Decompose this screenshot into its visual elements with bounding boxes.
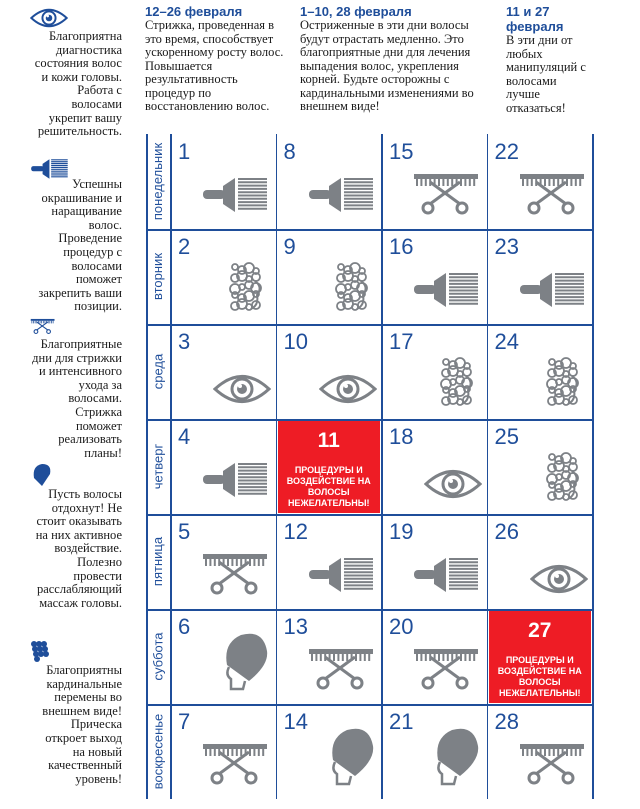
day-number: 19	[389, 519, 414, 544]
calendar-day	[172, 231, 275, 320]
curly-icon	[436, 356, 482, 411]
calendar-day	[278, 136, 381, 225]
scissors-icon	[307, 645, 377, 696]
calendar-day	[383, 421, 486, 510]
warning-text: ПРОЦЕДУРЫ И ВОЗДЕЙСТВИЕ НА ВОЛОСЫ НЕЖЕЛАТЕЛЬНЫ!	[497, 655, 582, 698]
calendar-day	[278, 326, 381, 415]
scissors-icon	[412, 170, 482, 221]
day-number: 1	[178, 139, 191, 164]
calendar-day	[489, 231, 592, 320]
head-icon	[213, 631, 271, 696]
day-number: 21	[389, 709, 414, 734]
eye-icon	[319, 372, 377, 411]
period-title: 1–10, 28 февраля	[300, 4, 412, 19]
day-number: 13	[283, 614, 308, 639]
eye-icon	[530, 562, 588, 601]
day-number: 10	[283, 329, 308, 354]
curly-icon	[542, 451, 588, 506]
comb-icon	[412, 554, 482, 601]
weekday-label: среда	[150, 353, 166, 390]
period-description: В эти дни от любых манипуляций с волосами лучше отказаться!	[506, 33, 586, 115]
legend-text: Благоприятны кардинальные перемены во внешнем виде! Прическа откроет выход на новый качественный уровень!	[42, 663, 122, 786]
weekday-label: вторник	[150, 252, 166, 301]
calendar-day	[383, 516, 486, 605]
day-number: 25	[494, 424, 519, 449]
scissors-icon	[201, 550, 271, 601]
calendar-day	[383, 231, 486, 320]
day-number: 17	[389, 329, 414, 354]
legend-text: Благоприятные дни для стрижки и интенсивного ухода за волосами. Стрижка поможет реализовать планы!	[32, 337, 122, 460]
day-number: 3	[178, 329, 191, 354]
period-description: Стрижка, проведенная в это время, способствует ускоренному росту волос. Повышается результативность процедур по восстановлению волос.	[145, 18, 284, 113]
comb-icon	[307, 554, 377, 601]
scissors-icon	[201, 740, 271, 791]
legend-text: Успешны окрашивание и наращивание волос. Проведение процедур с волосами поможет закрепить ваши позиции.	[38, 177, 122, 314]
calendar-day	[489, 421, 592, 510]
curly-icon	[225, 261, 271, 316]
legend-text: Пусть волосы отдохнут! Не стоит оказывать на них активное воздействие. Полезно провести расслабляющий массаж головы.	[35, 487, 122, 610]
weekday-label: четверг	[150, 443, 166, 490]
period-title: 11 и 27 февраля	[506, 4, 564, 34]
curly-icon	[542, 356, 588, 411]
day-number: 16	[389, 234, 414, 259]
calendar-day	[383, 326, 486, 415]
day-number: 24	[494, 329, 519, 354]
calendar-day	[489, 326, 592, 415]
day-number: 12	[283, 519, 308, 544]
day-number: 18	[389, 424, 414, 449]
period-description: Остриженные в эти дни волосы будут отрастать медленно. Это благоприятные дни для лечения выпадения волос, укрепления корней. Будьте осторожны с кардинальными изменениями во внешнем виде!	[300, 18, 474, 113]
period-title: 12–26 февраля	[145, 4, 243, 19]
grid-line	[592, 134, 594, 799]
scissors-icon	[518, 740, 588, 791]
eye-icon	[213, 372, 271, 411]
warning-text: ПРОЦЕДУРЫ И ВОЗДЕЙСТВИЕ НА ВОЛОСЫ НЕЖЕЛАТЕЛЬНЫ!	[286, 465, 371, 508]
comb-icon	[412, 269, 482, 316]
day-number: 23	[494, 234, 519, 259]
day-number: 15	[389, 139, 414, 164]
calendar-day	[489, 706, 592, 795]
calendar-day	[383, 706, 486, 795]
day-number: 27	[528, 619, 552, 642]
calendar-day	[172, 421, 275, 510]
day-number: 28	[494, 709, 519, 734]
calendar-day	[383, 136, 486, 225]
eye-icon	[424, 467, 482, 506]
weekday-label: воскресенье	[150, 713, 166, 790]
no-procedures-day	[278, 421, 381, 513]
calendar-day	[489, 136, 592, 225]
calendar-day	[172, 706, 275, 795]
day-number: 9	[283, 234, 296, 259]
head-icon	[424, 726, 482, 791]
no-procedures-day	[489, 611, 592, 703]
period-header	[506, 4, 588, 115]
calendar-day	[172, 516, 275, 605]
comb-icon	[518, 269, 588, 316]
calendar-day	[278, 706, 381, 795]
weekday-label: суббота	[150, 632, 166, 681]
calendar-day	[383, 611, 486, 700]
comb-icon	[201, 174, 271, 221]
day-number: 8	[283, 139, 296, 164]
day-number: 4	[178, 424, 191, 449]
day-number: 5	[178, 519, 191, 544]
legend-text: Благоприятна диагностика состояния волос и кожи головы. Работа с волосами укрепит вашу решительность.	[34, 29, 122, 139]
period-header	[300, 4, 475, 114]
period-header	[145, 4, 285, 114]
day-number: 6	[178, 614, 191, 639]
curly-icon	[331, 261, 377, 316]
comb-icon	[201, 459, 271, 506]
calendar-day	[278, 611, 381, 700]
comb-icon	[307, 174, 377, 221]
calendar-day	[278, 231, 381, 320]
calendar-day	[489, 516, 592, 605]
calendar-day	[278, 516, 381, 605]
day-number: 22	[494, 139, 519, 164]
day-number: 26	[494, 519, 519, 544]
calendar-day	[172, 136, 275, 225]
day-number: 11	[317, 429, 340, 452]
calendar-day	[172, 326, 275, 415]
weekday-label: пятница	[150, 536, 166, 587]
day-number: 20	[389, 614, 414, 639]
day-number: 14	[283, 709, 308, 734]
head-icon	[319, 726, 377, 791]
day-number: 7	[178, 709, 191, 734]
scissors-icon	[518, 170, 588, 221]
weekday-label: понедельник	[150, 142, 166, 221]
day-number: 2	[178, 234, 191, 259]
calendar-day	[172, 611, 275, 700]
scissors-icon	[412, 645, 482, 696]
